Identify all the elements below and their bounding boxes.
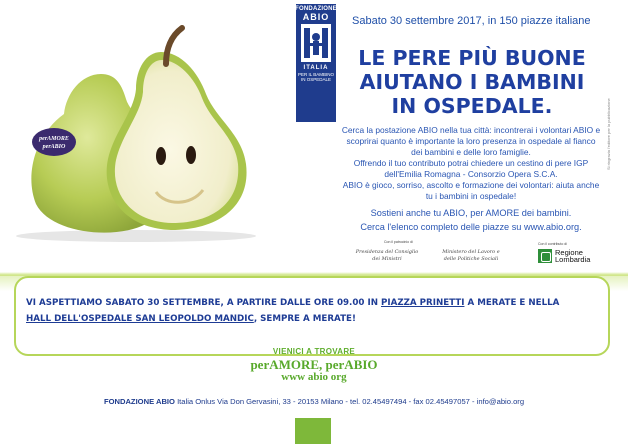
svg-text:perAMORE: perAMORE — [39, 136, 69, 142]
region-line-2: Lombardia — [555, 255, 591, 264]
pear-sticker — [32, 128, 76, 156]
footer: FONDAZIONE ABIO Italia Onlus Via Don Gervasini, 33 - 20153 Milano - tel. 02.45497494 - fax 02.45497057 - info@abio.org — [103, 397, 525, 406]
body-paragraph-1: Cerca la postazione ABIO nella tua città: incontrerai i volontari ABIO e scoprirai quanto è importante la loro presenza in ospedale al fianco dei bambini e delle loro famiglie. — [341, 125, 601, 157]
vertical-note: Si ringrazia l'editore per la pubblicazione — [606, 98, 611, 170]
patron-presidency: Presidenza del Consiglio dei Ministri — [355, 249, 419, 262]
date-line: Sabato 30 settembre 2017, in 150 piazze italiane — [352, 15, 591, 27]
headline-line-1: LE PERE PIÙ BUONE — [358, 46, 586, 70]
sponsors — [352, 240, 612, 270]
patronage-label: Con il patrocinio di — [384, 240, 413, 244]
event-text: VI ASPETTIAMO SABATO 30 SETTEMBRE, A PARTIRE DALLE ORE 09.00 IN PIAZZA PRINETTI A MERATE E NELLA HALL DELL'OSPEDALE SAN LEOPOLDO MANDIC, SEMPRE A MERATE! — [26, 298, 560, 324]
pears-image — [6, 24, 276, 244]
website: www abio org — [281, 371, 347, 383]
pear-right-eye — [186, 146, 196, 164]
headline — [356, 46, 588, 118]
body-paragraph-3: ABIO è gioco, sorriso, ascolto e formazione dei volontari: aiuta anche tu i bambini in ospedale! — [342, 180, 600, 201]
region-line-1: Regione — [555, 248, 583, 257]
child-figure-icon — [301, 24, 331, 62]
abio-logo — [296, 4, 336, 122]
headline-line-3: IN OSPEDALE. — [391, 94, 553, 118]
event-hospital: HALL DELL'OSPEDALE SAN LEOPOLDO MANDIC — [26, 314, 254, 324]
logo-line-3: ITALIA — [303, 65, 329, 71]
support-line-2: Cerca l'elenco completo delle piazze su www.abio.org. — [360, 222, 582, 232]
pear-left-eye — [156, 147, 166, 165]
bottom-green-block — [295, 418, 331, 444]
regione-lombardia-icon — [538, 249, 552, 263]
logo-line-4: PER IL BAMBINO IN OSPEDALE — [297, 72, 335, 82]
event-place: PIAZZA PRINETTI — [381, 298, 465, 308]
slogan: perAMORE, perABIO — [250, 357, 378, 372]
support-line-1: Sostieni anche tu ABIO, per AMORE dei bambini. — [370, 208, 572, 218]
body-paragraph-2: Offrendo il tuo contributo potrai chiedere un cestino di pere IGP dell'Emilia Romagna - Consorzio Opera S.C.A. — [353, 158, 589, 179]
pear-illustration — [6, 24, 276, 244]
visit-label: VIENICI A TROVARE — [272, 347, 356, 356]
patron-ministry: Ministero del Lavoro e delle Politiche Sociali — [442, 249, 500, 262]
contribution-label: Con il contributo di — [538, 242, 567, 246]
body-text — [340, 125, 602, 202]
headline-line-2: AIUTANO I BAMBINI — [359, 70, 585, 94]
regione-lombardia-logo — [538, 249, 590, 263]
logo-line-1: FONDAZIONE — [295, 6, 337, 12]
svg-text:perABIO: perABIO — [42, 144, 66, 150]
footer-email: info@abio.org — [476, 397, 525, 406]
logo-line-2: ABIO — [302, 12, 330, 22]
support-text — [340, 206, 602, 234]
logo-mark — [301, 24, 331, 62]
half-pear-flesh — [115, 60, 238, 223]
